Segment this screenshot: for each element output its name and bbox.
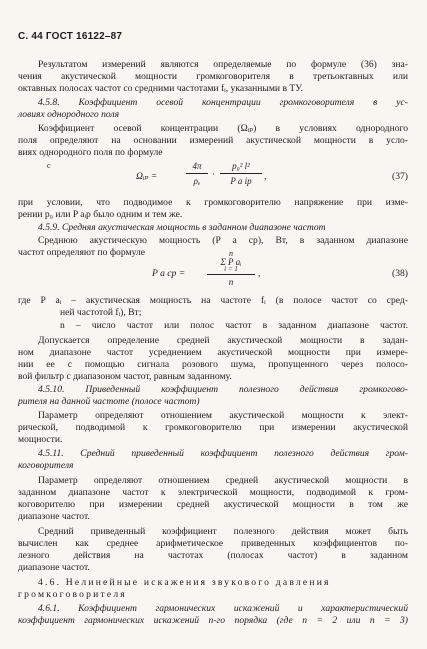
text-line: диапазоне частот. [18,562,90,573]
section-heading-4-6-1: 4.6.1. Коэффициент гармонических искажений и характеристический [38,603,408,614]
formula-38-sum-upper: n [229,249,233,258]
fraction-bar [220,173,262,174]
text-line: коговорителю при измерении средней акустической мощности в том же [18,499,408,510]
section-heading-4-5-11: 4.5.11. Средний приведенный коэффициент полезного действия гром- [38,448,408,459]
formula-38-sum: Σ P aᵢ [220,257,242,267]
text-line: ном диапазоне частот усреднением акустической мощности при измере- [18,347,408,358]
formula-38-denominator: n [228,277,234,287]
section-heading-4-6-cont: громкоговорителя [18,589,127,600]
section-heading-4-5-10: 4.5.10. Приведенный коэффициент полезного действия громкогово- [38,384,408,395]
text-line: Среднюю акустическую мощность (P a ср), Вт, в заданном диапазоне [38,235,408,246]
formula-37-number: (37) [392,171,408,182]
text-line: виях однородного поля по формуле [18,147,163,158]
text-line: поля определяют на основании измерений акустической мощности в усло- [18,135,408,146]
formula-38-number: (38) [392,268,408,279]
section-heading-4-6-1-cont: коэффициент гармонических искажений n-го порядка (где n = 2 или n = 3) [18,615,408,626]
text-line: вой фильтр с диапазоном частот, равным заданному. [18,371,232,382]
text-line: частот определяют по формуле [18,247,145,258]
formula-37-lhs: Ωᵢₚ = [136,171,158,182]
section-heading-4-5-8: 4.5.8. Коэффициент осевой концентрации громкоговорителя в ус- [38,97,408,108]
text-line: Результатом измерений являются определяемые по формуле (36) зна- [38,59,408,70]
formula-37-f2-numerator: p₀² l² [232,161,250,171]
formula-37-dot: · [212,169,216,180]
text-line: Средний приведенный коэффициент полезного действия может быть [38,526,408,537]
text-line: при условии, что подводимое к громкоговорителю напряжение при изме- [18,197,408,208]
text-line: где P aᵢ – акустическая мощность на частоте fᵢ (в полосе частот со сред- [18,295,408,306]
section-heading-4-5-11-cont: коговорителя [18,460,74,471]
formula-mark: c [47,161,51,170]
text-line: заданном диапазоне частот к электрической мощности, подводимой к гром- [18,487,408,498]
text-line: Параметр определяют отношением акустической мощности к элект- [38,410,408,421]
section-heading-4-5-9: 4.5.9. Средняя акустическая мощность в заданном диапазоне частот [38,222,326,233]
formula-37-f1-denominator: ρₑ [193,176,201,186]
text-line: лезного действия на частотах (полосах частот) в заданном [18,550,408,561]
fraction-bar [207,274,255,275]
text-line: ней частотой fᵢ), Вт; [60,307,142,318]
text-line: вычислен как среднее арифметическое приведенных коэффициентов по- [18,538,408,549]
formula-37-f1-numerator: 4π [192,161,202,171]
section-heading-4-5-8-cont: ловиях однородного поля [18,109,120,120]
text-line: рении p₀ или P aᵢp было одним и тем же. [18,209,183,220]
text-line: Коэффициент осевой концентрации (Ωᵢₚ) в условиях однородного [38,123,408,134]
page-header: С. 44 ГОСТ 16122–87 [18,31,123,42]
formula-38-sum-lower: i = 1 [224,265,238,273]
text-line: диапазоне частот. [18,511,90,522]
text-line: мощности. [18,434,63,445]
formula-38-lhs: P a ср = [152,268,186,279]
text-line: n – число частот или полос частот в заданном диапазоне частот. [60,320,408,331]
section-heading-4-6: 4.6. Нелинейные искажения звукового давления [38,577,331,588]
text-line: Параметр определяют отношением средней акустической мощности в [38,475,408,486]
text-line: нии ее с помощью сигнала розового шума, пропущенного через полосо- [18,359,408,370]
section-heading-4-5-10-cont: рителя на данной частоте (полосе частот) [18,396,200,407]
formula-38-tail: , [258,268,261,279]
formula-37-tail: , [264,171,267,182]
formula-37-f2-denominator: P a ip [230,176,252,186]
fraction-bar [186,173,208,174]
text-line: чения акустической мощности громкоговорителя в третьоктавных или [18,71,408,82]
text-line: рической, подводимой к громкоговорителю при измерении акустической [18,422,408,433]
text-line: Допускается определение средней акустической мощности в задан- [38,335,408,346]
text-line: октавных полосах частот со средними частотами fᵢ, указанными в ТУ. [18,83,303,94]
